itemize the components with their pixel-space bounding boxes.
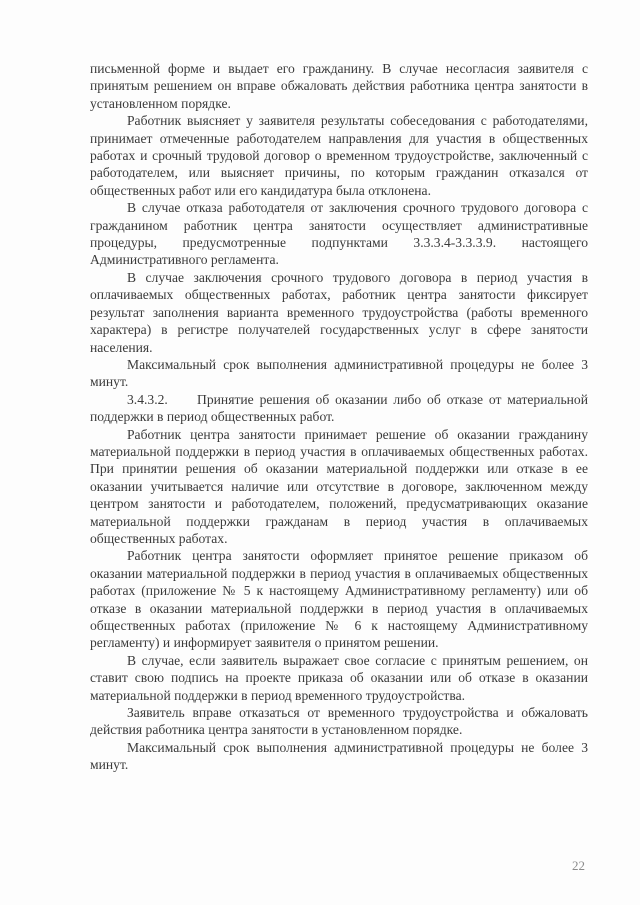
section-heading: 3.4.3.2. Принятие решения об оказании либо об отказе от материальной поддержки в период общественных работ. — [90, 391, 588, 425]
paragraph: В случае заключения срочного трудового договора в период участия в оплачиваемых общественных работах, работник центра занятости фиксирует результат заполнения варианта временного трудоустройства (работы временного характера) в регистре получателей государственных услуг в сфере занятости населения. — [90, 269, 588, 355]
paragraph: В случае, если заявитель выражает свое согласие с принятым решением, он ставит свою подпись на проекте приказа об оказании или об отказе в оказании материальной поддержки в период временного трудоустройства. — [90, 652, 588, 703]
paragraph: письменной форме и выдает его гражданину. В случае несогласия заявителя с принятым решением он вправе обжаловать действия работника центра занятости в установленном порядке. — [90, 61, 588, 111]
paragraph: Максимальный срок выполнения административной процедуры не более 3 минут. — [90, 356, 588, 390]
document-body — [90, 60, 588, 774]
paragraph: Работник центра занятости оформляет принятое решение приказом об оказании материальной поддержки в период участия в оплачиваемых общественных работах (приложение № 5 к настоящему Административному регламенту) или об отказе в оказании материальной поддержки в период участия в оплачиваемых общественных работах (приложение № 6 к настоящему Административному регламенту) и информирует заявителя о принятом решении. — [90, 548, 588, 651]
paragraph: Работник выясняет у заявителя результаты собеседования с работодателями, принимает отмеченные работодателем направления для участия в общественных работах и срочный трудовой договор о временном трудоустройстве, заключенный с работодателем, или выясняет причины, по которым гражданин отказался от общественных работ или его кандидатура была отклонена. — [90, 113, 588, 198]
paragraph: В случае отказа работодателя от заключения срочного трудового договора с гражданином работник центра занятости осуществляет административные процедуры, предусмотренные подпунктами 3.3.3.4-3.3.3.9. настоящего Административного регламента. — [90, 200, 588, 268]
paragraph: Заявитель вправе отказаться от временного трудоустройства и обжаловать действия работника центра занятости в установленном порядке. — [90, 705, 588, 738]
paragraph: Работник центра занятости принимает решение об оказании гражданину материальной поддержки в период участия в оплачиваемых общественных работах. При принятии решения об оказании материальной поддержки или отказе в ее оказании учитывается наличие или отсутствие в договоре, заключенном между центром занятости и работодателем, положений, предусматривающих оказание материальной поддержки гражданам в период участия в оплачиваемых общественных работах. — [90, 426, 588, 546]
paragraph: Максимальный срок выполнения административной процедуры не более 3 минут. — [90, 739, 588, 773]
page-number: 22 — [572, 858, 585, 873]
